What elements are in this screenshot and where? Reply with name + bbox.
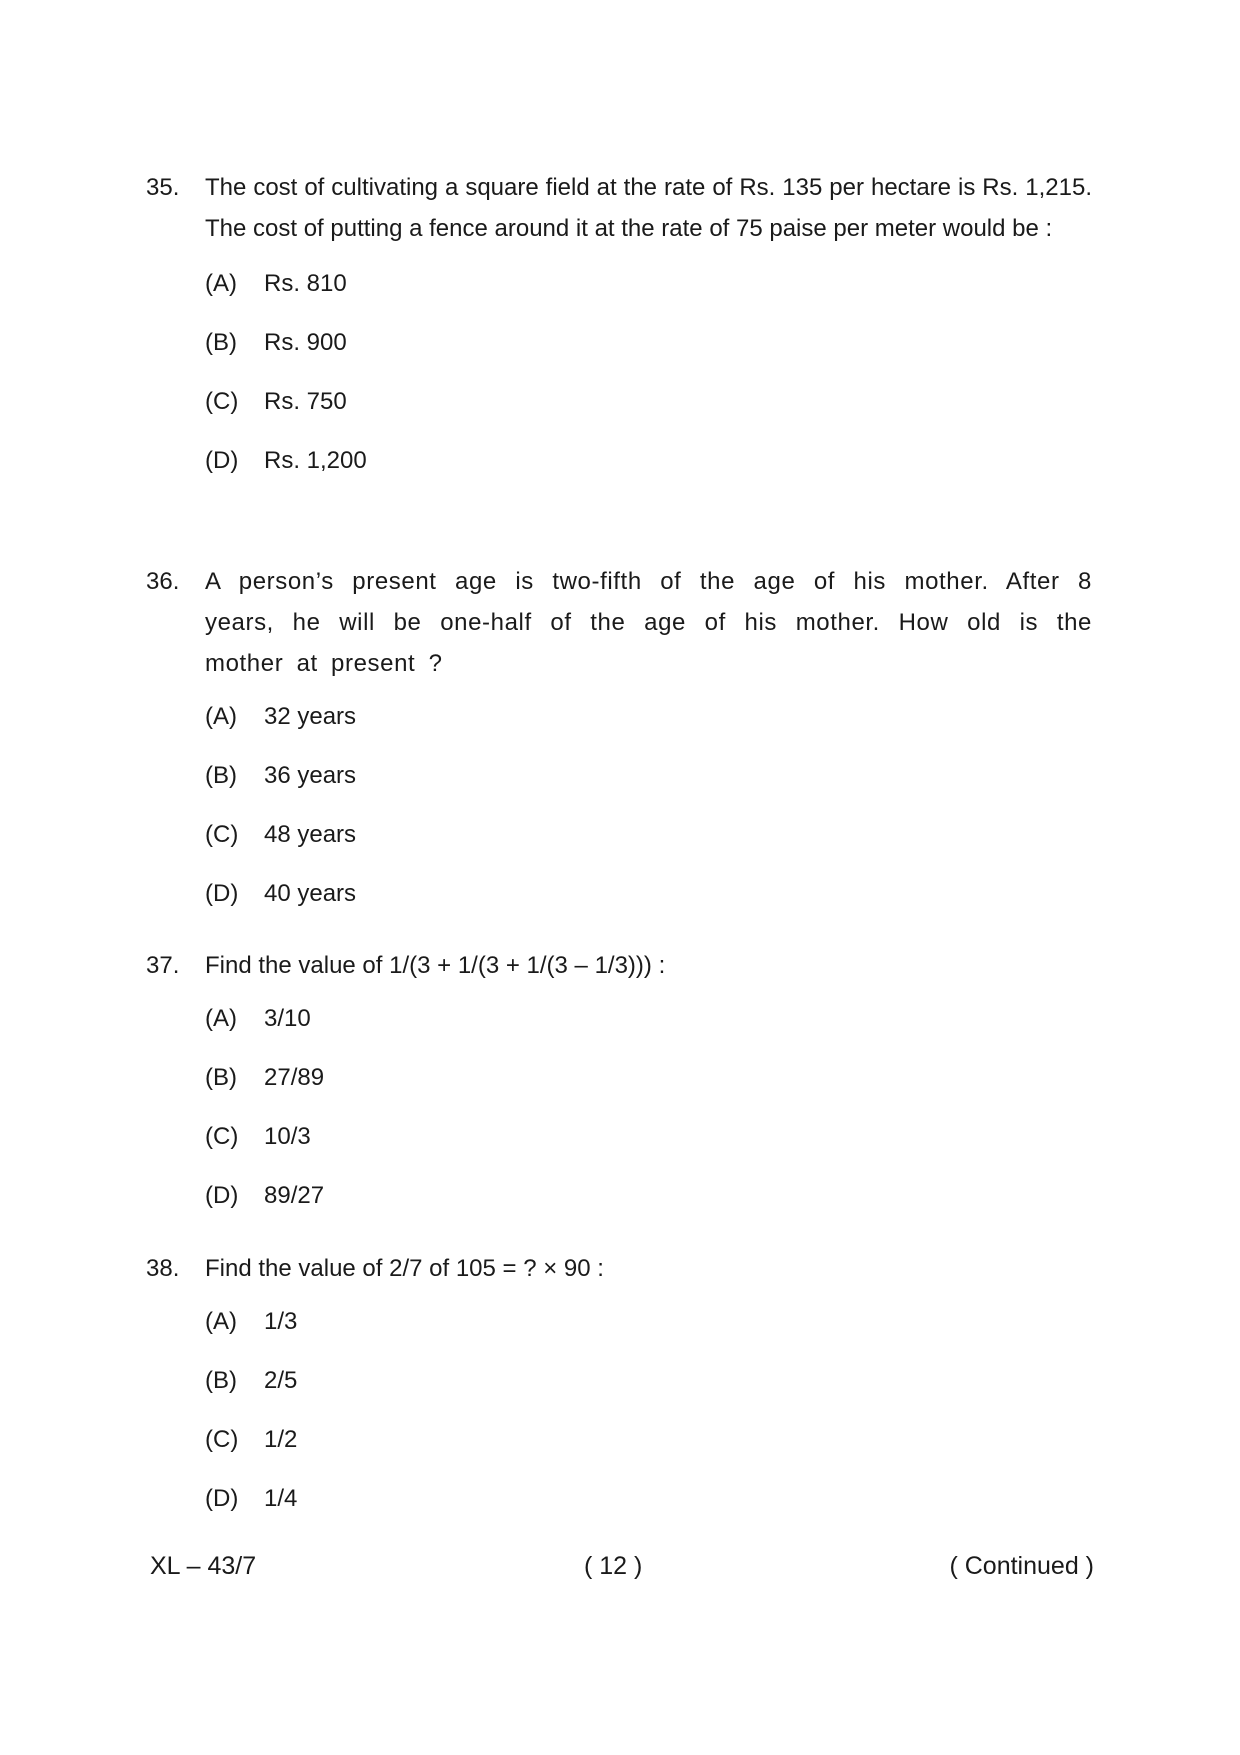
- page-footer: [146, 1546, 1092, 1586]
- paper-code: XL – 43/7: [150, 1552, 257, 1580]
- option-c: [205, 385, 1092, 444]
- option-letter: (C): [205, 1426, 239, 1453]
- option-text: Rs. 900: [264, 329, 347, 356]
- question-text: Find the value of 2/7 of 105 = ? × 90 :: [205, 1255, 604, 1282]
- continued-label: ( Continued ): [949, 1552, 1094, 1580]
- option-letter: (D): [205, 447, 239, 474]
- option-d: [205, 1179, 1092, 1238]
- option-c: [205, 818, 1092, 877]
- question-35: [146, 167, 1092, 503]
- option-a: [205, 1305, 1092, 1364]
- option-list: [205, 1002, 1092, 1238]
- question-text: A person’s present age is two-fifth of the age of his mother. After 8 years, he will be one-half of the age of his mother. How old is the mother at present ?: [205, 568, 1092, 677]
- option-list: [205, 1305, 1092, 1541]
- page-number: ( 12 ): [584, 1552, 643, 1580]
- question-36: [146, 561, 1092, 936]
- option-text: 40 years: [264, 880, 357, 907]
- option-letter: (A): [205, 270, 237, 297]
- option-letter: (B): [205, 1064, 237, 1091]
- option-text: 36 years: [264, 762, 357, 789]
- option-b: [205, 1061, 1092, 1120]
- option-text: 27/89: [264, 1064, 325, 1091]
- option-text: 48 years: [264, 821, 357, 848]
- option-d: [205, 1482, 1092, 1541]
- option-b: [205, 326, 1092, 385]
- option-letter: (D): [205, 1182, 239, 1209]
- option-letter: (D): [205, 1485, 239, 1512]
- option-letter: (A): [205, 1308, 237, 1335]
- question-38: [146, 1248, 1092, 1541]
- option-letter: (B): [205, 329, 237, 356]
- option-a: [205, 267, 1092, 326]
- option-c: [205, 1120, 1092, 1179]
- question-text: The cost of cultivating a square field at the rate of Rs. 135 per hectare is Rs. 1,215. The cost of putting a fence around it at the rate of 75 paise per meter would be :: [205, 174, 1092, 242]
- option-text: 10/3: [264, 1123, 311, 1150]
- option-b: [205, 759, 1092, 818]
- option-a: [205, 1002, 1092, 1061]
- option-d: [205, 444, 1092, 503]
- option-c: [205, 1423, 1092, 1482]
- option-text: Rs. 750: [264, 388, 347, 415]
- option-text: 89/27: [264, 1182, 325, 1209]
- question-number: 35.: [146, 174, 180, 201]
- option-letter: (C): [205, 1123, 239, 1150]
- option-text: 1/4: [264, 1485, 298, 1512]
- question-number: 36.: [146, 568, 180, 595]
- option-list: [205, 700, 1092, 936]
- option-b: [205, 1364, 1092, 1423]
- option-letter: (B): [205, 1367, 237, 1394]
- option-letter: (C): [205, 388, 239, 415]
- option-text: 2/5: [264, 1367, 298, 1394]
- question-number: 38.: [146, 1255, 180, 1282]
- option-list: [205, 267, 1092, 503]
- option-text: 1/3: [264, 1308, 298, 1335]
- option-letter: (A): [205, 1005, 237, 1032]
- option-letter: (C): [205, 821, 239, 848]
- question-number: 37.: [146, 952, 180, 979]
- option-letter: (B): [205, 762, 237, 789]
- option-a: [205, 700, 1092, 759]
- option-text: Rs. 1,200: [264, 447, 367, 474]
- option-letter: (D): [205, 880, 239, 907]
- option-text: 1/2: [264, 1426, 298, 1453]
- option-letter: (A): [205, 703, 237, 730]
- option-text: 3/10: [264, 1005, 311, 1032]
- question-37: [146, 945, 1092, 1238]
- option-text: 32 years: [264, 703, 357, 730]
- option-text: Rs. 810: [264, 270, 347, 297]
- question-text: Find the value of 1/(3 + 1/(3 + 1/(3 – 1/3))) :: [205, 952, 666, 979]
- option-d: [205, 877, 1092, 936]
